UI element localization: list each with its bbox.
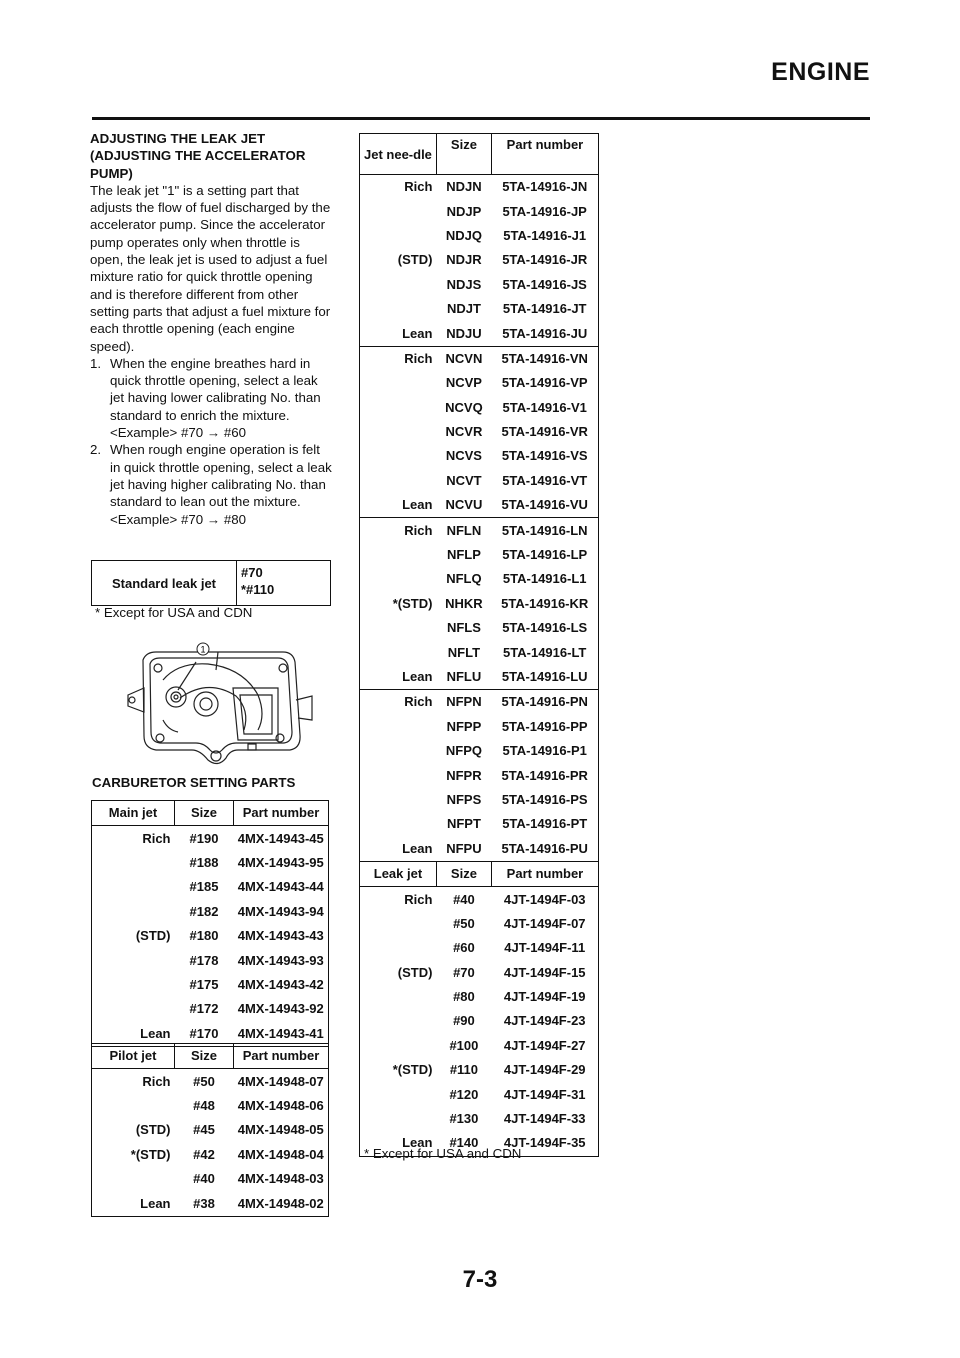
cell-part-number: 4MX-14943-95	[234, 851, 329, 875]
cell-setting	[360, 543, 437, 567]
cell-part-number: 4MX-14943-45	[234, 826, 329, 851]
cell-setting	[360, 420, 437, 444]
col-header: Part number	[491, 134, 598, 175]
table-header-row	[360, 861, 599, 886]
standard-leak-jet-value-alt: *#110	[241, 582, 275, 597]
col-header: Size	[175, 801, 234, 826]
cell-size: NFPS	[446, 791, 482, 807]
cell-size: NDJS	[446, 276, 482, 292]
cell-part-number: 4JT-1494F-11	[491, 936, 598, 960]
cell-setting: (STD)	[92, 924, 175, 948]
cell-part-number: 5TA-14916-PU	[491, 837, 598, 862]
cell-part-number: 4JT-1494F-31	[491, 1082, 598, 1106]
cell-size: #40	[453, 891, 475, 907]
step-text: When rough engine operation is felt in quick throttle opening, select a leak jet having higher calibrating No. than standard to lean out the mixture. <Example> #70 → #80	[110, 442, 332, 527]
figure-callout: 1	[200, 644, 206, 655]
table-row	[360, 961, 599, 985]
table-row	[92, 851, 329, 875]
table-row	[92, 1118, 329, 1142]
cell-size: NCVR	[445, 424, 483, 440]
table-header-row	[92, 1044, 329, 1069]
cell-part-number: 5TA-14916-PR	[491, 763, 598, 787]
cell-part-number: 5TA-14916-VT	[491, 469, 598, 493]
cell-setting	[360, 1082, 437, 1106]
cell-setting	[92, 1094, 175, 1118]
col-header: Size	[175, 1044, 234, 1069]
cell-size: #40	[193, 1171, 215, 1187]
cell-size: #178	[189, 952, 219, 968]
cell-size: NFPU	[436, 837, 491, 862]
col-header: Part number	[234, 1044, 329, 1069]
cell-size: #100	[449, 1037, 479, 1053]
cell-part-number: 5TA-14916-JN	[491, 175, 598, 200]
cell-part-number: 4MX-14943-43	[234, 924, 329, 948]
table-row	[360, 321, 599, 346]
jet-needle-table	[359, 133, 599, 1157]
main-jet-table	[91, 800, 329, 1047]
cell-setting: Lean	[360, 493, 437, 518]
table-row	[360, 469, 599, 493]
cell-setting: (STD)	[360, 961, 437, 985]
cell-part-number: 5TA-14916-LP	[491, 543, 598, 567]
cell-part-number: 5TA-14916-JU	[491, 321, 598, 346]
cell-size: NCVQ	[445, 399, 483, 415]
table-row	[360, 640, 599, 664]
cell-setting	[360, 224, 437, 248]
cell-setting	[92, 900, 175, 924]
cell-setting: Lean	[92, 1191, 175, 1216]
cell-part-number: 5TA-14916-JR	[491, 248, 598, 272]
table-row	[92, 924, 329, 948]
cell-size: NCVN	[445, 350, 483, 366]
table-row	[360, 788, 599, 812]
table-row	[92, 826, 329, 851]
cell-size: #50	[453, 915, 475, 931]
cell-part-number: 5TA-14916-VP	[491, 371, 598, 395]
col-header: Size	[436, 134, 491, 175]
adjustment-steps	[90, 355, 332, 528]
cell-part-number: 5TA-14916-PT	[491, 812, 598, 836]
table-header-row	[360, 134, 599, 175]
table-row	[360, 1082, 599, 1106]
table-row	[360, 371, 599, 395]
table-row	[360, 763, 599, 787]
cell-size: NCVT	[446, 472, 482, 488]
cell-size: NHKR	[445, 595, 483, 611]
cell-size: NFLN	[446, 522, 482, 538]
cell-setting	[360, 371, 437, 395]
cell-size: NDJU	[436, 321, 491, 346]
intro-paragraph: The leak jet "1" is a setting part that adjusts the flow of fuel discharged by the accelerator pump. Since the accelerator pump operates only when throttle is open, the leak jet is used to adjust a fuel mixture ratio for quick throttle opening and is therefore different from other setting parts that adjust a fuel mixture for each throttle opening (each engine speed).	[90, 182, 331, 354]
col-header: Part number	[234, 801, 329, 826]
table-row	[92, 1191, 329, 1216]
table-row	[360, 493, 599, 518]
cell-setting: Rich	[360, 175, 437, 200]
cell-size: #60	[453, 940, 475, 956]
table-row	[92, 1069, 329, 1094]
col-header: Part number	[491, 861, 598, 886]
standard-leak-jet-label: Standard leak jet	[92, 561, 237, 605]
table-row	[360, 739, 599, 763]
table-row	[92, 1143, 329, 1167]
section-body	[90, 182, 332, 528]
cell-setting	[360, 715, 437, 739]
cell-size: #170	[175, 1022, 234, 1047]
table-row	[360, 985, 599, 1009]
cell-size: #180	[189, 928, 219, 944]
table-row	[360, 1034, 599, 1058]
table-row	[360, 912, 599, 936]
cell-part-number: 4JT-1494F-35	[491, 1131, 598, 1156]
cell-size: NDJP	[446, 203, 482, 219]
table-row	[360, 297, 599, 321]
cell-setting: Rich	[360, 887, 437, 912]
table-row	[360, 1009, 599, 1033]
page-title: ENGINE	[771, 58, 870, 86]
header-rule	[92, 117, 870, 120]
cell-size: #172	[189, 1001, 219, 1017]
cell-setting	[360, 273, 437, 297]
table-row	[360, 592, 599, 616]
cell-part-number: 4MX-14943-94	[234, 900, 329, 924]
cell-part-number: 5TA-14916-LS	[491, 616, 598, 640]
cell-size: #70	[453, 964, 475, 980]
cell-size: #120	[449, 1086, 479, 1102]
cell-part-number: 5TA-14916-V1	[491, 396, 598, 420]
cell-setting: Rich	[92, 1069, 175, 1094]
cell-size: #190	[189, 830, 219, 846]
cell-part-number: 4MX-14948-07	[234, 1069, 329, 1094]
cell-size: NFLP	[446, 547, 481, 563]
cell-setting	[360, 297, 437, 321]
footnote-right: * Except for USA and CDN	[364, 1146, 522, 1161]
pilot-jet-table	[91, 1043, 329, 1217]
cell-size: #80	[453, 989, 475, 1005]
cell-setting	[360, 199, 437, 223]
table-row	[360, 837, 599, 862]
cell-setting	[360, 396, 437, 420]
step-number: 2.	[90, 442, 102, 458]
cell-setting: Lean	[360, 837, 437, 862]
cell-setting: Lean	[360, 1131, 437, 1156]
cell-size: #188	[189, 854, 219, 870]
cell-setting	[92, 948, 175, 972]
cell-setting	[360, 936, 437, 960]
table-row	[360, 1058, 599, 1082]
cell-setting	[360, 1034, 437, 1058]
table-row	[360, 248, 599, 272]
cell-part-number: 5TA-14916-JP	[491, 199, 598, 223]
cell-size: NDJR	[446, 252, 482, 268]
standard-leak-jet-table	[91, 560, 331, 606]
cell-part-number: 4MX-14943-42	[234, 973, 329, 997]
cell-part-number: 4JT-1494F-23	[491, 1009, 598, 1033]
cell-setting: Rich	[92, 826, 175, 851]
table-row	[360, 396, 599, 420]
cell-size: NFPR	[446, 767, 482, 783]
cell-size: #182	[189, 903, 219, 919]
table-row	[360, 346, 599, 371]
cell-part-number: 5TA-14916-J1	[491, 224, 598, 248]
cell-size: #140	[436, 1131, 491, 1156]
cell-part-number: 4JT-1494F-15	[491, 961, 598, 985]
step-number: 1.	[90, 355, 102, 371]
cell-setting	[360, 1009, 437, 1033]
table-row	[360, 199, 599, 223]
step-text: When the engine breathes hard in quick throttle opening, select a leak jet having lower calibrating No. than standard to enrich the mixture. <Example> #70 → #60	[110, 355, 321, 441]
table-row	[360, 1107, 599, 1131]
standard-leak-jet-value: #70	[241, 565, 263, 580]
cell-size: NCVU	[436, 493, 491, 518]
step-item	[90, 355, 332, 441]
cell-part-number: 5TA-14916-LN	[491, 518, 598, 543]
pilot-jet-rows	[92, 1069, 329, 1216]
table-row	[92, 973, 329, 997]
cell-part-number: 4JT-1494F-33	[491, 1107, 598, 1131]
table-row	[92, 1094, 329, 1118]
cell-setting: Lean	[360, 321, 437, 346]
table-row	[360, 936, 599, 960]
col-header: Size	[436, 861, 491, 886]
cell-part-number: 4MX-14948-04	[234, 1143, 329, 1167]
cell-part-number: 4MX-14943-93	[234, 948, 329, 972]
cell-setting	[360, 739, 437, 763]
cell-setting: Lean	[92, 1022, 175, 1047]
table-row	[92, 875, 329, 899]
cell-setting	[360, 567, 437, 591]
table-row	[360, 175, 599, 200]
page-header	[92, 58, 870, 122]
cell-setting	[92, 851, 175, 875]
cell-part-number: 5TA-14916-KR	[491, 592, 598, 616]
cell-setting	[360, 616, 437, 640]
cell-part-number: 4MX-14948-03	[234, 1167, 329, 1191]
col-header: Main jet	[92, 801, 175, 826]
section-heading: ADJUSTING THE LEAK JET (ADJUSTING THE ACCELERATOR PUMP)	[90, 131, 306, 181]
cell-size: NFLQ	[446, 571, 482, 587]
cell-part-number: 5TA-14916-VU	[491, 493, 598, 518]
cell-setting	[360, 1107, 437, 1131]
cell-size: NFPN	[446, 694, 482, 710]
cell-size: NCVS	[445, 448, 482, 464]
footnote-left: * Except for USA and CDN	[95, 605, 253, 620]
col-header: Pilot jet	[92, 1044, 175, 1069]
cell-setting	[360, 640, 437, 664]
cell-size: #50	[193, 1073, 215, 1089]
cell-setting	[92, 973, 175, 997]
cell-setting: Rich	[360, 518, 437, 543]
table-row	[360, 887, 599, 912]
cell-setting: (STD)	[92, 1118, 175, 1142]
col-header: Leak jet	[360, 861, 437, 886]
cell-part-number: 5TA-14916-JS	[491, 273, 598, 297]
table-row	[92, 900, 329, 924]
cell-part-number: 4MX-14948-02	[234, 1191, 329, 1216]
cell-setting: Rich	[360, 690, 437, 715]
cell-size: NFPQ	[445, 743, 482, 759]
step-item	[90, 441, 332, 527]
cell-setting	[360, 812, 437, 836]
cell-setting	[92, 997, 175, 1021]
table-row	[360, 690, 599, 715]
cell-size: NFPP	[446, 718, 482, 734]
cell-setting	[360, 763, 437, 787]
table-header-row	[92, 801, 329, 826]
cell-size: NCVP	[445, 375, 482, 391]
cell-size: #185	[189, 879, 219, 895]
cell-part-number: 5TA-14916-L1	[491, 567, 598, 591]
table-row	[360, 543, 599, 567]
cell-part-number: 4MX-14948-05	[234, 1118, 329, 1142]
cell-size: #130	[449, 1111, 479, 1127]
table-row	[92, 997, 329, 1021]
standard-leak-jet-values	[237, 561, 330, 605]
table-row	[360, 518, 599, 543]
cell-size: NFLT	[447, 644, 481, 660]
cell-part-number: 4JT-1494F-29	[491, 1058, 598, 1082]
leak-jet-rows	[360, 887, 599, 1156]
table-row	[360, 812, 599, 836]
cell-size: NFLS	[446, 620, 481, 636]
carburetor-illustration	[118, 640, 318, 775]
carburetor-setting-parts-title: CARBURETOR SETTING PARTS	[92, 775, 296, 790]
cell-part-number: 4MX-14948-06	[234, 1094, 329, 1118]
table-row	[360, 224, 599, 248]
table-row	[360, 444, 599, 468]
cell-setting	[360, 444, 437, 468]
cell-part-number: 5TA-14916-VN	[491, 346, 598, 371]
table-row	[360, 715, 599, 739]
cell-part-number: 5TA-14916-LU	[491, 665, 598, 690]
cell-size: #175	[189, 976, 219, 992]
page-number: 7-3	[462, 1266, 498, 1293]
table-row	[360, 273, 599, 297]
cell-setting: (STD)	[360, 248, 437, 272]
cell-setting	[360, 469, 437, 493]
table-row	[92, 1167, 329, 1191]
cell-setting: Lean	[360, 665, 437, 690]
table-row	[360, 616, 599, 640]
jet-needle-rows	[360, 175, 599, 862]
cell-setting: *(STD)	[92, 1143, 175, 1167]
cell-size: NFPT	[446, 816, 481, 832]
cell-size: NDJN	[446, 179, 482, 195]
table-row	[360, 665, 599, 690]
cell-part-number: 5TA-14916-P1	[491, 739, 598, 763]
cell-size: NDJT	[446, 301, 481, 317]
cell-part-number: 5TA-14916-VR	[491, 420, 598, 444]
cell-setting	[92, 875, 175, 899]
cell-size: #110	[449, 1062, 479, 1078]
cell-part-number: 4JT-1494F-03	[491, 887, 598, 912]
table-row	[92, 948, 329, 972]
cell-size: #38	[175, 1191, 234, 1216]
cell-part-number: 5TA-14916-VS	[491, 444, 598, 468]
cell-part-number: 5TA-14916-PS	[491, 788, 598, 812]
cell-size: NFLU	[436, 665, 491, 690]
cell-size: #48	[193, 1097, 215, 1113]
cell-setting: *(STD)	[360, 1058, 437, 1082]
cell-setting	[360, 912, 437, 936]
cell-part-number: 4JT-1494F-07	[491, 912, 598, 936]
cell-part-number: 4MX-14943-41	[234, 1022, 329, 1047]
main-jet-rows	[92, 826, 329, 1047]
cell-part-number: 5TA-14916-LT	[491, 640, 598, 664]
cell-part-number: 4JT-1494F-19	[491, 985, 598, 1009]
cell-setting: *(STD)	[360, 592, 437, 616]
cell-part-number: 4MX-14943-44	[234, 875, 329, 899]
table-row	[360, 420, 599, 444]
cell-size: #42	[193, 1146, 215, 1162]
cell-part-number: 5TA-14916-PP	[491, 715, 598, 739]
cell-size: #90	[453, 1013, 475, 1029]
cell-part-number: 4MX-14943-92	[234, 997, 329, 1021]
table-row	[360, 567, 599, 591]
leak-jet-section	[90, 130, 332, 528]
cell-setting	[360, 985, 437, 1009]
cell-part-number: 5TA-14916-PN	[491, 690, 598, 715]
col-header: Jet nee-dle	[360, 134, 437, 175]
cell-size: #45	[193, 1122, 215, 1138]
cell-part-number: 5TA-14916-JT	[491, 297, 598, 321]
cell-setting: Rich	[360, 346, 437, 371]
cell-setting	[92, 1167, 175, 1191]
cell-setting	[360, 788, 437, 812]
cell-part-number: 4JT-1494F-27	[491, 1034, 598, 1058]
cell-size: NDJQ	[445, 227, 482, 243]
